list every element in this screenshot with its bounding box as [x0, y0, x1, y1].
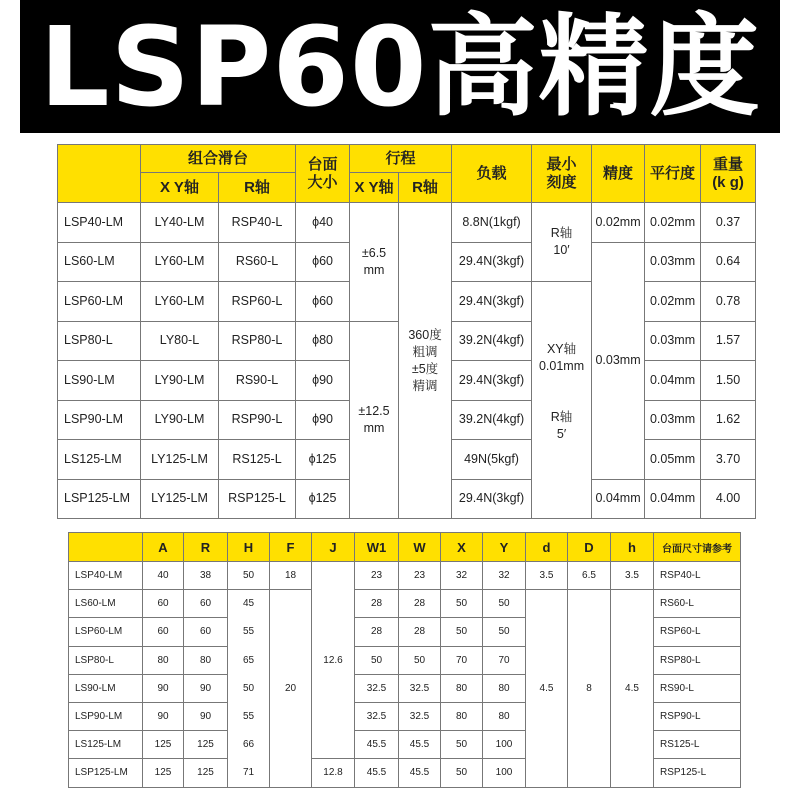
- cell-reference: RSP125-L: [654, 759, 741, 787]
- header-col: W1: [355, 533, 399, 562]
- cell-w1: 23: [355, 562, 399, 590]
- cell-model: LSP125-LM: [58, 479, 141, 519]
- cell-j: 12.8: [312, 759, 355, 787]
- cell-xy-stage: LY90-LM: [141, 361, 219, 401]
- cell-w1: 32.5: [355, 674, 399, 702]
- cell-parallel: 0.04mm: [645, 361, 701, 401]
- dimension-table: [68, 532, 741, 788]
- cell-r: 90: [184, 674, 228, 702]
- cell-x: 50: [441, 731, 483, 759]
- cell-parallel: 0.04mm: [645, 479, 701, 519]
- cell-w1: 45.5: [355, 731, 399, 759]
- cell-y: 100: [483, 759, 526, 787]
- cell-precision: 0.03mm: [592, 242, 645, 479]
- cell-w: 45.5: [399, 759, 441, 787]
- cell-parallel: 0.02mm: [645, 282, 701, 322]
- cell-r: 38: [184, 562, 228, 590]
- cell-w1: 32.5: [355, 702, 399, 730]
- header-col: h: [611, 533, 654, 562]
- cell-y: 50: [483, 590, 526, 618]
- title-banner: [20, 0, 780, 133]
- cell-model: LSP40-LM: [58, 203, 141, 243]
- cell-a: 125: [143, 731, 184, 759]
- cell-xy-stage: LY60-LM: [141, 242, 219, 282]
- cell-weight: 1.57: [701, 321, 756, 361]
- cell-size: ϕ60: [296, 282, 350, 322]
- cell-f: 20: [270, 590, 312, 787]
- cell-r: 125: [184, 731, 228, 759]
- cell-r-stage: RS90-L: [219, 361, 296, 401]
- cell-load: 8.8N(1kgf): [452, 203, 532, 243]
- cell-reference: RS90-L: [654, 674, 741, 702]
- cell-r-stage: RSP80-L: [219, 321, 296, 361]
- cell-parallel: 0.05mm: [645, 440, 701, 480]
- cell-h: 66: [228, 731, 270, 759]
- cell-a: 40: [143, 562, 184, 590]
- header-col: d: [526, 533, 568, 562]
- cell-xy-stage: LY40-LM: [141, 203, 219, 243]
- cell-r-stage: RSP60-L: [219, 282, 296, 322]
- cell-xy-stage: LY125-LM: [141, 479, 219, 519]
- cell-xy-stage: LY80-L: [141, 321, 219, 361]
- cell-y: 70: [483, 646, 526, 674]
- cell-parallel: 0.03mm: [645, 242, 701, 282]
- cell-model: LSP60-LM: [69, 618, 143, 646]
- cell-y: 80: [483, 674, 526, 702]
- cell-j: 12.6: [312, 562, 355, 759]
- cell-weight: 1.62: [701, 400, 756, 440]
- header-weight: 重量 (k g): [701, 145, 756, 203]
- header-load: 负载: [452, 145, 532, 203]
- cell-w1: 28: [355, 618, 399, 646]
- header-stroke-xy: X Y轴: [350, 173, 399, 203]
- header-col: Y: [483, 533, 526, 562]
- cell-w: 28: [399, 618, 441, 646]
- cell-x: 80: [441, 702, 483, 730]
- header-combo-r: R轴: [219, 173, 296, 203]
- cell-r: 60: [184, 590, 228, 618]
- cell-xy-stage: LY60-LM: [141, 282, 219, 322]
- cell-x: 70: [441, 646, 483, 674]
- cell-w: 32.5: [399, 674, 441, 702]
- cell-model: LS60-LM: [69, 590, 143, 618]
- cell-h: 50: [228, 674, 270, 702]
- table-row: [58, 203, 756, 243]
- cell-h: 65: [228, 646, 270, 674]
- cell-min-scale: XY轴 0.01mm R轴 5′: [532, 282, 592, 519]
- cell-x: 50: [441, 618, 483, 646]
- cell-w: 32.5: [399, 702, 441, 730]
- cell-parallel: 0.02mm: [645, 203, 701, 243]
- cell-w1: 28: [355, 590, 399, 618]
- banner-title: LSP60高精度: [39, 2, 761, 131]
- cell-model: LSP40-LM: [69, 562, 143, 590]
- cell-load: 29.4N(3kgf): [452, 479, 532, 519]
- header-col: F: [270, 533, 312, 562]
- table-row: [69, 562, 741, 590]
- cell-a: 90: [143, 674, 184, 702]
- cell-h: 45: [228, 590, 270, 618]
- cell-w: 28: [399, 590, 441, 618]
- cell-precision: 0.02mm: [592, 203, 645, 243]
- cell-size: ϕ90: [296, 361, 350, 401]
- cell-x: 50: [441, 590, 483, 618]
- cell-x: 32: [441, 562, 483, 590]
- cell-y: 80: [483, 702, 526, 730]
- cell-stroke-r: 360度 粗调 ±5度 精调: [399, 203, 452, 519]
- cell-w1: 45.5: [355, 759, 399, 787]
- header-col: 台面尺寸请参考: [654, 533, 741, 562]
- cell-load: 29.4N(3kgf): [452, 282, 532, 322]
- cell-load: 29.4N(3kgf): [452, 361, 532, 401]
- cell-a: 80: [143, 646, 184, 674]
- cell-min-scale: R轴 10′: [532, 203, 592, 282]
- cell-y: 100: [483, 731, 526, 759]
- cell-w: 50: [399, 646, 441, 674]
- cell-a: 60: [143, 618, 184, 646]
- cell-model: LS60-LM: [58, 242, 141, 282]
- header-min-scale: 最小 刻度: [532, 145, 592, 203]
- cell-size: ϕ40: [296, 203, 350, 243]
- header-col: A: [143, 533, 184, 562]
- header-col: [69, 533, 143, 562]
- cell-r-stage: RS60-L: [219, 242, 296, 282]
- cell-model: LSP90-LM: [69, 702, 143, 730]
- header-col: R: [184, 533, 228, 562]
- cell-y: 50: [483, 618, 526, 646]
- cell-size: ϕ125: [296, 440, 350, 480]
- cell-model: LS125-LM: [58, 440, 141, 480]
- spec-table: [57, 144, 756, 519]
- cell-r: 60: [184, 618, 228, 646]
- cell-xy-stage: LY90-LM: [141, 400, 219, 440]
- cell-h: 55: [228, 618, 270, 646]
- cell-model: LS90-LM: [69, 674, 143, 702]
- cell-parallel: 0.03mm: [645, 400, 701, 440]
- cell-model: LSP90-LM: [58, 400, 141, 440]
- header-combo: 组合滑台: [141, 145, 296, 173]
- cell-reference: RSP90-L: [654, 702, 741, 730]
- cell-r-stage: RSP40-L: [219, 203, 296, 243]
- cell-d: 3.5: [526, 562, 568, 590]
- cell-load: 39.2N(4kgf): [452, 400, 532, 440]
- cell-weight: 4.00: [701, 479, 756, 519]
- cell-r: 80: [184, 646, 228, 674]
- header-parallel: 平行度: [645, 145, 701, 203]
- cell-weight: 0.78: [701, 282, 756, 322]
- header-model: [58, 145, 141, 203]
- cell-weight: 3.70: [701, 440, 756, 480]
- cell-size: ϕ90: [296, 400, 350, 440]
- cell-r: 125: [184, 759, 228, 787]
- cell-weight: 0.64: [701, 242, 756, 282]
- cell-xy-stage: LY125-LM: [141, 440, 219, 480]
- cell-reference: RSP60-L: [654, 618, 741, 646]
- header-combo-xy: X Y轴: [141, 173, 219, 203]
- cell-big-d: 6.5: [568, 562, 611, 590]
- cell-r-stage: RSP90-L: [219, 400, 296, 440]
- cell-stroke-xy: ±12.5 mm: [350, 321, 399, 519]
- header-col: J: [312, 533, 355, 562]
- cell-model: LS90-LM: [58, 361, 141, 401]
- table-row: [69, 590, 741, 618]
- cell-precision: 0.04mm: [592, 479, 645, 519]
- header-precision: 精度: [592, 145, 645, 203]
- header-col: X: [441, 533, 483, 562]
- header-size: 台面 大小: [296, 145, 350, 203]
- cell-h: 50: [228, 562, 270, 590]
- cell-model: LSP125-LM: [69, 759, 143, 787]
- cell-d: 4.5: [526, 590, 568, 787]
- cell-a: 60: [143, 590, 184, 618]
- cell-size: ϕ60: [296, 242, 350, 282]
- cell-r-stage: RSP125-L: [219, 479, 296, 519]
- cell-load: 49N(5kgf): [452, 440, 532, 480]
- cell-size: ϕ80: [296, 321, 350, 361]
- header-stroke-r: R轴: [399, 173, 452, 203]
- cell-load: 29.4N(3kgf): [452, 242, 532, 282]
- cell-model: LSP80-L: [58, 321, 141, 361]
- cell-reference: RS60-L: [654, 590, 741, 618]
- header-col: H: [228, 533, 270, 562]
- cell-w: 45.5: [399, 731, 441, 759]
- cell-load: 39.2N(4kgf): [452, 321, 532, 361]
- cell-reference: RS125-L: [654, 731, 741, 759]
- cell-y: 32: [483, 562, 526, 590]
- cell-model: LSP60-LM: [58, 282, 141, 322]
- cell-weight: 0.37: [701, 203, 756, 243]
- cell-size: ϕ125: [296, 479, 350, 519]
- header-col: D: [568, 533, 611, 562]
- cell-reference: RSP40-L: [654, 562, 741, 590]
- cell-big-d: 8: [568, 590, 611, 787]
- cell-x: 50: [441, 759, 483, 787]
- cell-stroke-xy: ±6.5 mm: [350, 203, 399, 322]
- cell-model: LSP80-L: [69, 646, 143, 674]
- cell-small-h: 3.5: [611, 562, 654, 590]
- cell-r: 90: [184, 702, 228, 730]
- header-stroke: 行程: [350, 145, 452, 173]
- header-col: W: [399, 533, 441, 562]
- cell-reference: RSP80-L: [654, 646, 741, 674]
- cell-w: 23: [399, 562, 441, 590]
- cell-r-stage: RS125-L: [219, 440, 296, 480]
- cell-weight: 1.50: [701, 361, 756, 401]
- cell-w1: 50: [355, 646, 399, 674]
- cell-model: LS125-LM: [69, 731, 143, 759]
- cell-small-h: 4.5: [611, 590, 654, 787]
- cell-a: 90: [143, 702, 184, 730]
- cell-f: 18: [270, 562, 312, 590]
- cell-h: 55: [228, 702, 270, 730]
- cell-h: 71: [228, 759, 270, 787]
- cell-parallel: 0.03mm: [645, 321, 701, 361]
- cell-a: 125: [143, 759, 184, 787]
- cell-x: 80: [441, 674, 483, 702]
